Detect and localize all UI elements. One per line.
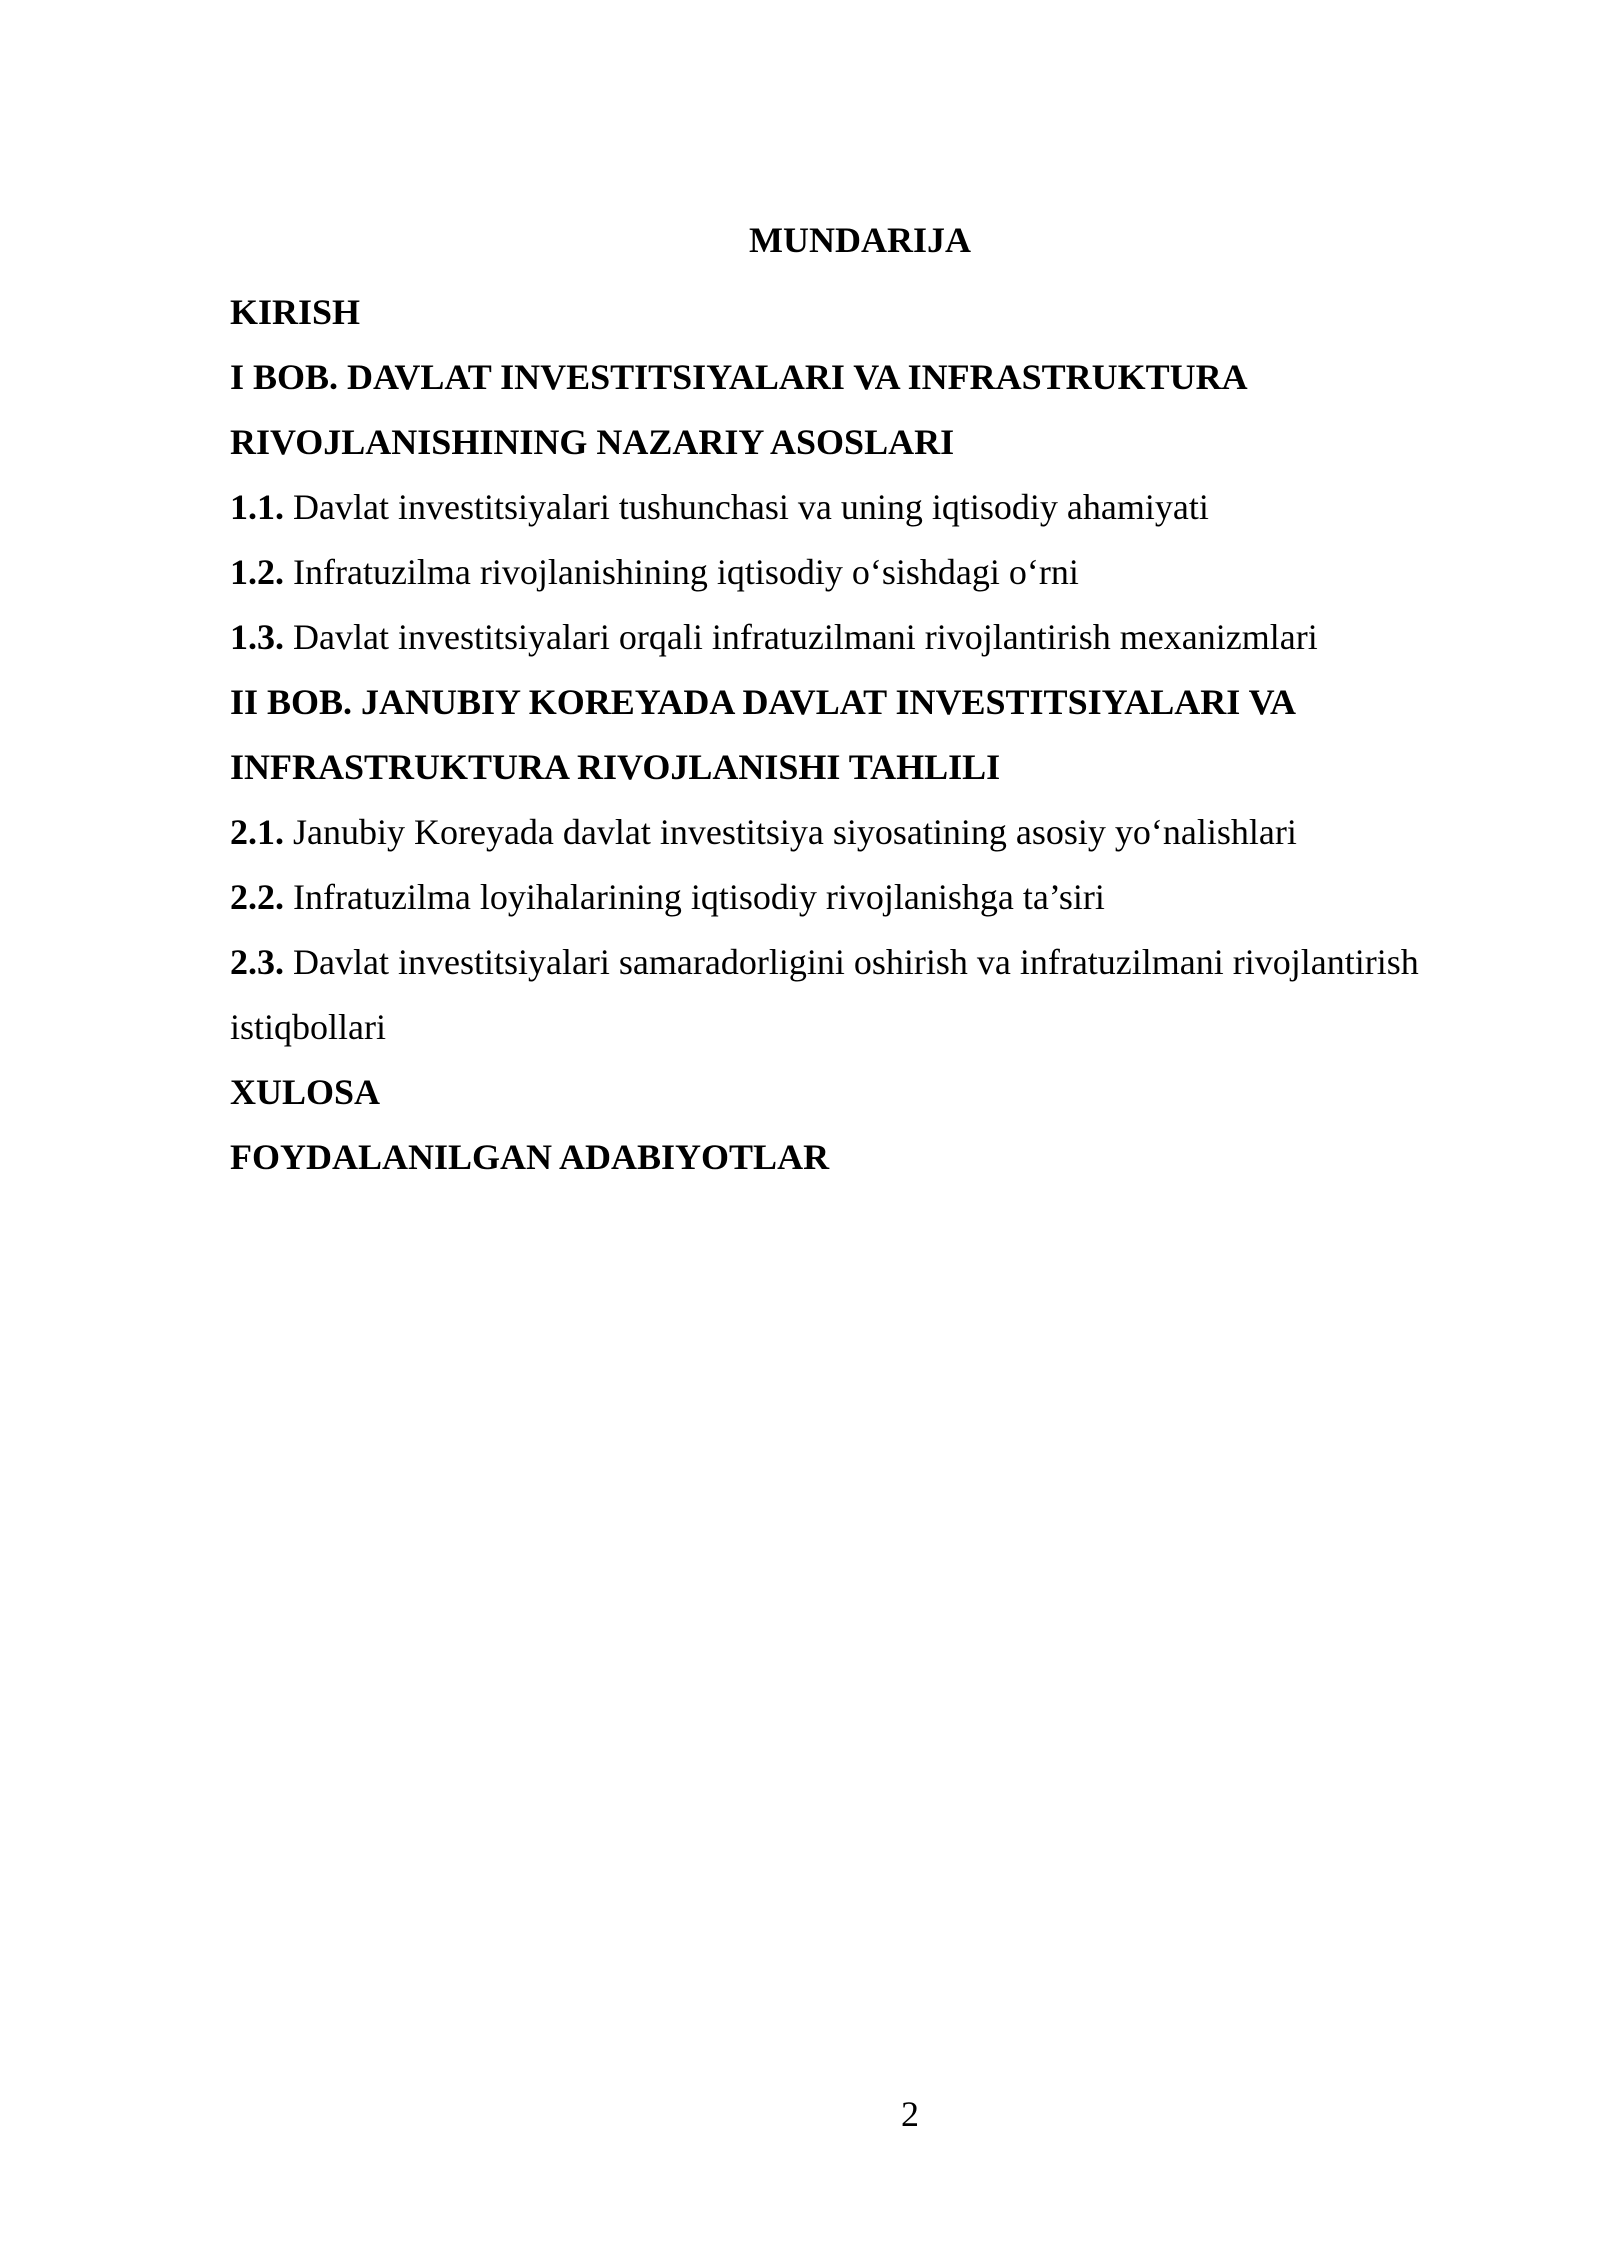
- toc-entry-section-2-1: [230, 800, 1490, 865]
- toc-entry-section-2-3-continued: [230, 995, 1490, 1060]
- toc-entry-text: XULOSA: [230, 1072, 381, 1112]
- page-number: 2: [901, 2094, 919, 2134]
- toc-entry-text: II BOB. JANUBIY KOREYADA DAVLAT INVESTITSIYALARI VA: [230, 682, 1297, 722]
- toc-entry-text: FOYDALANILGAN ADABIYOTLAR: [230, 1137, 830, 1177]
- toc-entry-section-2-3: [230, 930, 1490, 995]
- toc-entry-text: Infratuzilma rivojlanishining iqtisodiy o‘sishdagi o‘rni: [293, 552, 1079, 592]
- toc-entry-text: Infratuzilma loyihalarining iqtisodiy rivojlanishga ta’siri: [293, 877, 1105, 917]
- toc-entry-chapter-2-continued: [230, 735, 1490, 800]
- toc-entry-chapter-1-continued: [230, 410, 1490, 475]
- toc-entry-text: Davlat investitsiyalari samaradorligini oshirish va infratuzilmani rivojlantirish: [293, 942, 1419, 982]
- toc-entry-number: 2.2.: [230, 877, 284, 917]
- toc-entry-section-1-2: [230, 540, 1490, 605]
- toc-entry-text: Janubiy Koreyada davlat investitsiya siyosatining asosiy yo‘nalishlari: [293, 812, 1297, 852]
- toc-entry-text: Davlat investitsiyalari tushunchasi va uning iqtisodiy ahamiyati: [293, 487, 1209, 527]
- toc-entry-section-1-3: [230, 605, 1490, 670]
- toc-entry-number: 2.3.: [230, 942, 284, 982]
- toc-entry-section-2-2: [230, 865, 1490, 930]
- toc-entry-text: Davlat investitsiyalari orqali infratuzilmani rivojlantirish mexanizmlari: [293, 617, 1318, 657]
- toc-entry-text: INFRASTRUKTURA RIVOJLANISHI TAHLILI: [230, 747, 1001, 787]
- toc-entry-number: 1.3.: [230, 617, 284, 657]
- toc-entry-section-1-1: [230, 475, 1490, 540]
- toc-entry-number: 2.1.: [230, 812, 284, 852]
- toc-entry-references: [230, 1125, 1490, 1190]
- toc-entry-text: istiqbollari: [230, 1007, 386, 1047]
- toc-entry-number: 1.2.: [230, 552, 284, 592]
- toc-entry-introduction: [230, 280, 1490, 345]
- toc-entry-text: KIRISH: [230, 292, 361, 332]
- toc-entry-chapter-1: [230, 345, 1490, 410]
- toc-entry-text: RIVOJLANISHINING NAZARIY ASOSLARI: [230, 422, 955, 462]
- table-of-contents: [230, 280, 1490, 1190]
- toc-entry-text: I BOB. DAVLAT INVESTITSIYALARI VA INFRASTRUKTURA: [230, 357, 1248, 397]
- toc-entry-conclusion: [230, 1060, 1490, 1125]
- toc-title: MUNDARIJA: [749, 220, 971, 260]
- toc-entry-chapter-2: [230, 670, 1490, 735]
- toc-entry-number: 1.1.: [230, 487, 284, 527]
